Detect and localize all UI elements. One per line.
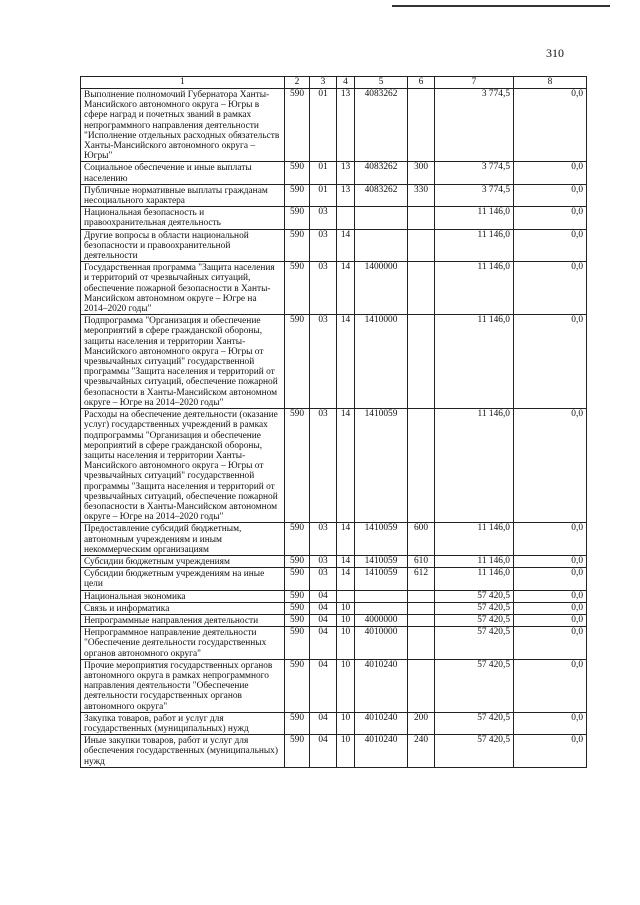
cell-target: 4000000: [355, 614, 408, 626]
cell-amount-2: 0,0: [514, 735, 587, 768]
cell-section: 03: [310, 409, 337, 523]
cell-target: [355, 590, 408, 602]
cell-amount-2: 0,0: [514, 207, 587, 229]
cell-name: Публичные нормативные выплаты гражданам несоциального характера: [81, 184, 285, 206]
cell-section: 04: [310, 590, 337, 602]
cell-target: [355, 207, 408, 229]
cell-amount-2: 0,0: [514, 555, 587, 567]
cell-amount-2: 0,0: [514, 614, 587, 626]
cell-admin: 590: [285, 315, 310, 409]
cell-expense-type: [408, 659, 435, 712]
table-row: [81, 262, 587, 315]
cell-amount: 3 774,5: [435, 162, 514, 184]
cell-name: Субсидии бюджетным учреждениям на иные цели: [81, 568, 285, 590]
cell-name: Непрограммное направление деятельности "Обеспечение деятельности государственных органов автономного округа": [81, 627, 285, 660]
cell-target: 4010240: [355, 712, 408, 734]
table-row: [81, 614, 587, 626]
cell-name: Подпрограмма "Организация и обеспечение мероприятий в сфере гражданской обороны, защиты населения и территории Ханты-Мансийского автономного округа – Югры от чрезвычайных ситуаций" государственной программы "Защита населения и территорий от чрезвычайных ситуаций, обеспечение пожарной безопасности в Ханты-Мансийском автономном округе – Югре на 2014–2020 годы": [81, 315, 285, 409]
table-row: [81, 568, 587, 590]
cell-admin: 590: [285, 602, 310, 614]
cell-amount-2: 0,0: [514, 627, 587, 660]
budget-table: [80, 76, 587, 768]
cell-name: Расходы на обеспечение деятельности (оказание услуг) государственных учреждений в рамках подпрограммы "Организация и обеспечение мероприятий в сфере гражданской обороны, защиты населения и территории Ханты-Мансийского автономного округа – Югры от чрезвычайных ситуаций" государственной программы "Защита населения и территорий от чрезвычайных ситуаций, обеспечение пожарной безопасности в Ханты-Мансийском автономном округе – Югре на 2014–2020 годы": [81, 409, 285, 523]
table-row: [81, 712, 587, 734]
cell-expense-type: [408, 229, 435, 262]
cell-subsection: 10: [337, 735, 355, 768]
cell-name: Закупка товаров, работ и услуг для государственных (муниципальных) нужд: [81, 712, 285, 734]
cell-name: Национальная экономика: [81, 590, 285, 602]
cell-target: [355, 602, 408, 614]
cell-name: Государственная программа "Защита населения и территорий от чрезвычайных ситуаций, обеспечение пожарной безопасности в Ханты-Мансийском автономном округе – Югре на 2014–2020 годы": [81, 262, 285, 315]
cell-amount-2: 0,0: [514, 602, 587, 614]
table-row: [81, 229, 587, 262]
cell-name: Выполнение полномочий Губернатора Ханты-Мансийского автономного округа – Югры в сфере наград и почетных званий в рамках непрограммного направления деятельности "Исполнение отдельных расходных обязательств Ханты-Мансийского автономного округа – Югры": [81, 89, 285, 162]
table-row: [81, 735, 587, 768]
cell-amount-2: 0,0: [514, 409, 587, 523]
header-cell: 2: [285, 77, 310, 89]
cell-admin: 590: [285, 555, 310, 567]
cell-section: 04: [310, 602, 337, 614]
cell-expense-type: 330: [408, 184, 435, 206]
header-cell: 7: [435, 77, 514, 89]
cell-expense-type: [408, 89, 435, 162]
cell-name: Субсидии бюджетным учреждениям: [81, 555, 285, 567]
cell-subsection: 14: [337, 568, 355, 590]
table-row: [81, 555, 587, 567]
cell-target: 4083262: [355, 89, 408, 162]
cell-section: 01: [310, 89, 337, 162]
cell-section: 01: [310, 162, 337, 184]
cell-section: 04: [310, 735, 337, 768]
cell-amount-2: 0,0: [514, 659, 587, 712]
table-row: [81, 89, 587, 162]
cell-amount-2: 0,0: [514, 89, 587, 162]
cell-expense-type: [408, 627, 435, 660]
table-row: [81, 602, 587, 614]
cell-amount-2: 0,0: [514, 523, 587, 556]
cell-name: Прочие мероприятия государственных органов автономного округа в рамках непрограммного направления деятельности "Обеспечение деятельности государственных органов автономного округа": [81, 659, 285, 712]
cell-name: Иные закупки товаров, работ и услуг для обеспечения государственных (муниципальных) нужд: [81, 735, 285, 768]
cell-name: Связь и информатика: [81, 602, 285, 614]
cell-target: 1410059: [355, 409, 408, 523]
cell-amount: 11 146,0: [435, 229, 514, 262]
cell-amount: 57 420,5: [435, 627, 514, 660]
cell-name: Национальная безопасность и правоохранительная деятельность: [81, 207, 285, 229]
table-body: [81, 89, 587, 768]
cell-expense-type: [408, 262, 435, 315]
cell-expense-type: 200: [408, 712, 435, 734]
cell-name: Предоставление субсидий бюджетным, автономным учреждениям и иным некоммерческим организациям: [81, 523, 285, 556]
cell-section: 03: [310, 568, 337, 590]
cell-amount-2: 0,0: [514, 229, 587, 262]
cell-subsection: 14: [337, 315, 355, 409]
cell-admin: 590: [285, 262, 310, 315]
cell-section: 03: [310, 229, 337, 262]
cell-amount-2: 0,0: [514, 162, 587, 184]
cell-admin: 590: [285, 89, 310, 162]
cell-admin: 590: [285, 523, 310, 556]
cell-section: 01: [310, 184, 337, 206]
cell-section: 04: [310, 712, 337, 734]
cell-subsection: [337, 590, 355, 602]
header-cell: 3: [310, 77, 337, 89]
cell-amount: 11 146,0: [435, 315, 514, 409]
page-number: 310: [546, 46, 564, 60]
cell-amount: 57 420,5: [435, 590, 514, 602]
cell-expense-type: [408, 614, 435, 626]
cell-subsection: 10: [337, 659, 355, 712]
table-row: [81, 184, 587, 206]
cell-amount-2: 0,0: [514, 568, 587, 590]
cell-target: [355, 229, 408, 262]
table-row: [81, 207, 587, 229]
cell-admin: 590: [285, 659, 310, 712]
cell-amount-2: 0,0: [514, 184, 587, 206]
cell-amount-2: 0,0: [514, 590, 587, 602]
cell-target: 4010000: [355, 627, 408, 660]
cell-expense-type: 240: [408, 735, 435, 768]
cell-admin: 590: [285, 207, 310, 229]
cell-expense-type: 612: [408, 568, 435, 590]
cell-admin: 590: [285, 409, 310, 523]
cell-name: Непрограммные направления деятельности: [81, 614, 285, 626]
cell-subsection: 13: [337, 184, 355, 206]
cell-expense-type: 300: [408, 162, 435, 184]
cell-target: 1410000: [355, 315, 408, 409]
cell-admin: 590: [285, 568, 310, 590]
cell-admin: 590: [285, 162, 310, 184]
cell-amount-2: 0,0: [514, 712, 587, 734]
cell-subsection: 13: [337, 162, 355, 184]
cell-target: 1410059: [355, 523, 408, 556]
cell-amount: 57 420,5: [435, 712, 514, 734]
cell-subsection: 14: [337, 229, 355, 262]
cell-target: 4083262: [355, 162, 408, 184]
cell-amount: 11 146,0: [435, 262, 514, 315]
cell-section: 04: [310, 627, 337, 660]
cell-subsection: [337, 207, 355, 229]
cell-amount-2: 0,0: [514, 262, 587, 315]
table-row: [81, 523, 587, 556]
cell-subsection: 13: [337, 89, 355, 162]
cell-section: 03: [310, 315, 337, 409]
cell-section: 03: [310, 555, 337, 567]
table-row: [81, 659, 587, 712]
cell-amount: 11 146,0: [435, 523, 514, 556]
cell-expense-type: [408, 207, 435, 229]
cell-amount: 11 146,0: [435, 207, 514, 229]
cell-admin: 590: [285, 614, 310, 626]
cell-subsection: 10: [337, 614, 355, 626]
cell-target: 4083262: [355, 184, 408, 206]
header-cell: 4: [337, 77, 355, 89]
cell-amount: 57 420,5: [435, 614, 514, 626]
table-row: [81, 409, 587, 523]
cell-amount: 57 420,5: [435, 735, 514, 768]
table-header-row: [81, 77, 587, 89]
cell-expense-type: [408, 409, 435, 523]
cell-expense-type: [408, 602, 435, 614]
cell-section: 03: [310, 523, 337, 556]
cell-subsection: 14: [337, 409, 355, 523]
cell-admin: 590: [285, 590, 310, 602]
cell-admin: 590: [285, 735, 310, 768]
cell-amount: 11 146,0: [435, 555, 514, 567]
cell-amount: 3 774,5: [435, 184, 514, 206]
cell-subsection: 14: [337, 523, 355, 556]
cell-subsection: 10: [337, 712, 355, 734]
cell-admin: 590: [285, 627, 310, 660]
cell-section: 04: [310, 614, 337, 626]
table-row: [81, 590, 587, 602]
cell-section: 03: [310, 262, 337, 315]
cell-amount-2: 0,0: [514, 315, 587, 409]
cell-amount: 57 420,5: [435, 659, 514, 712]
cell-expense-type: 600: [408, 523, 435, 556]
table-row: [81, 627, 587, 660]
cell-admin: 590: [285, 229, 310, 262]
cell-target: 4010240: [355, 735, 408, 768]
cell-admin: 590: [285, 184, 310, 206]
cell-target: 1410059: [355, 568, 408, 590]
cell-amount: 57 420,5: [435, 602, 514, 614]
table-row: [81, 315, 587, 409]
cell-amount: 11 146,0: [435, 409, 514, 523]
cell-subsection: 10: [337, 602, 355, 614]
header-cell: 5: [355, 77, 408, 89]
cell-expense-type: [408, 315, 435, 409]
cell-target: 1400000: [355, 262, 408, 315]
cell-section: 03: [310, 207, 337, 229]
cell-subsection: 10: [337, 627, 355, 660]
header-cell: 6: [408, 77, 435, 89]
cell-subsection: 14: [337, 262, 355, 315]
table-row: [81, 162, 587, 184]
cell-expense-type: [408, 590, 435, 602]
cell-name: Социальное обеспечение и иные выплаты населению: [81, 162, 285, 184]
cell-target: 1410059: [355, 555, 408, 567]
cell-amount: 11 146,0: [435, 568, 514, 590]
header-cell: 1: [81, 77, 285, 89]
cell-subsection: 14: [337, 555, 355, 567]
cell-name: Другие вопросы в области национальной безопасности и правоохранительной деятельности: [81, 229, 285, 262]
cell-amount: 3 774,5: [435, 89, 514, 162]
top-rule: [392, 5, 610, 7]
cell-target: 4010240: [355, 659, 408, 712]
header-cell: 8: [514, 77, 587, 89]
cell-expense-type: 610: [408, 555, 435, 567]
cell-section: 04: [310, 659, 337, 712]
cell-admin: 590: [285, 712, 310, 734]
